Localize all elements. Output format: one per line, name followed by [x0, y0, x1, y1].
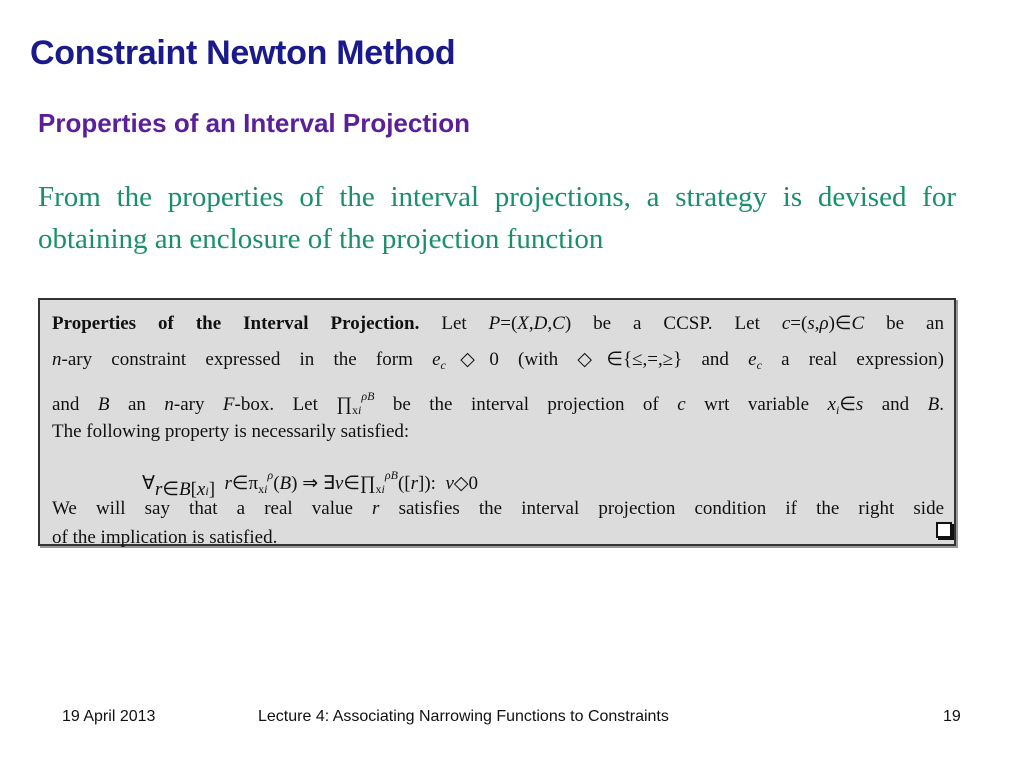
definition-text [52, 306, 944, 552]
footer-date: 19 April 2013 [62, 708, 156, 725]
footer-page-number: 19 [943, 708, 961, 725]
projection-formula: ∀r∈B[xi] $r\in\pi_{xi}^\rho(B)$ ⇒ $\exists v\in\prod_{xi}^{\rho B}([r])$: v◇0 [142, 468, 479, 500]
definition-line-6: We will say that a real value r satisfies the interval projection condition if the right side [52, 498, 944, 519]
intro-paragraph: From the properties of the interval projections, a strategy is devised for obtaining an enclosure of the projection function [38, 181, 956, 255]
end-of-definition-icon [936, 522, 952, 538]
definition-line-2: n-ary constraint expressed in the form $e_c◇0$ (with ◇∈{≤,=,≥} and $e_c$ a real expression) [52, 349, 944, 372]
definition-line-4: The following property is necessarily satisfied: [52, 421, 410, 442]
footer-lecture-title: Lecture 4: Associating Narrowing Functions to Constraints [258, 708, 669, 725]
definition-line-1: Properties of the Interval Projection. Let P=(X,D,C) be a CCSP. Let c=(s,ρ)∈C be an [52, 313, 944, 334]
definition-box [38, 298, 956, 546]
definition-line-3: and B an n-ary F-box. Let $\prod_{xi}^{\rho B}$ be the interval projection of c wrt variable $x_i\in s$ and B. [52, 389, 944, 414]
slide-title: Constraint Newton Method [30, 34, 456, 72]
definition-line-7: of the implication is satisfied. [52, 527, 278, 548]
definition-heading: Properties of the Interval Projection. [52, 313, 420, 334]
slide-subtitle: Properties of an Interval Projection [38, 108, 470, 138]
